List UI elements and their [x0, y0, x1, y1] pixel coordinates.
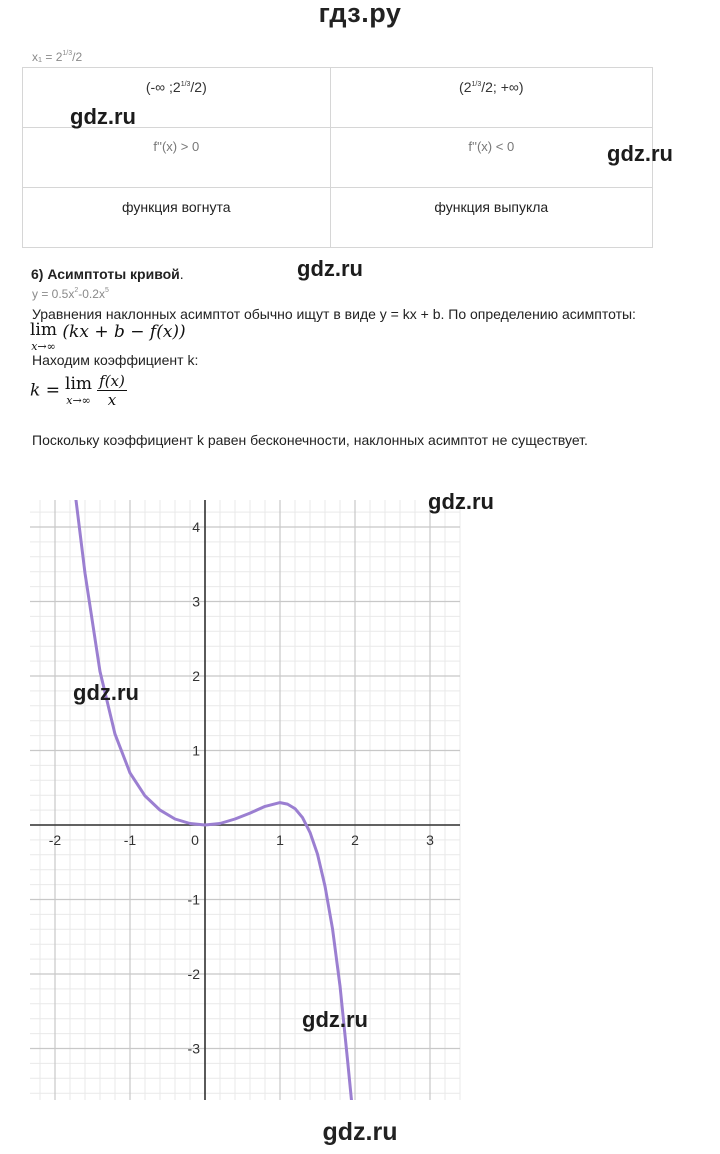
x-tick-label: -1: [123, 832, 137, 848]
x-tick-label: 2: [351, 832, 359, 848]
watermark: gdz.ru: [302, 1007, 368, 1032]
watermark: gdz.ru: [73, 680, 139, 705]
conclusion-right: функция выпукла: [330, 188, 652, 248]
x-tick-label: 1: [276, 832, 284, 848]
grid-minor: [30, 500, 460, 1100]
root-value: $x_1 = 2^{1/3}/2$: [32, 50, 83, 64]
convexity-table: [22, 67, 653, 248]
x-tick-label: 0: [191, 832, 199, 848]
y-tick-label: 1: [192, 742, 200, 759]
y-tick-label: -2: [187, 966, 200, 982]
axes: [30, 500, 460, 1100]
k-formula: k = lim x→∞ $\frac{f(x)}{x}$: [30, 372, 125, 409]
watermark: gdz.ru: [297, 256, 363, 281]
section-heading: 6) Асимптоты кривой.: [31, 266, 184, 282]
y-tick-label: -3: [187, 1040, 200, 1057]
site-footer: gdz.ru: [322, 1118, 398, 1146]
y-tick-label: -1: [187, 891, 200, 908]
limit-formula: lim x→∞ (kx + b − f(x)): [30, 320, 186, 353]
function-formula: $y = 0.5x^2-0.2x^5$: [32, 287, 109, 301]
table-row: [23, 188, 653, 248]
x-tick-label: 3: [426, 832, 434, 848]
watermark: gdz.ru: [428, 489, 494, 514]
conclusion-text: Поскольку коэффициент k равен бесконечности, наклонных асимптот не существует.: [32, 432, 588, 448]
asymptote-definition-text: Уравнения наклонных асимптот обычно ищут в виде y = kx + b. По определению асимптоты:: [32, 306, 636, 322]
table-row: [23, 128, 653, 188]
site-title: гдз.ру: [318, 0, 402, 28]
grid-major: [30, 500, 460, 1100]
y-tick-label: 3: [192, 593, 200, 610]
sign-left: f''(x) > 0: [23, 128, 331, 188]
tick-labels: [49, 519, 434, 1057]
interval-left: (-∞ $;2^{1/3}/2$): [23, 68, 331, 128]
interval-right: ($2^{1/3}/2$; +∞): [330, 68, 652, 128]
find-k-text: Находим коэффициент k:: [32, 352, 199, 368]
x-tick-label: -2: [48, 832, 62, 848]
y-tick-label: 4: [192, 519, 200, 535]
sign-right: f''(x) < 0: [330, 128, 652, 188]
watermark: gdz.ru: [70, 104, 136, 129]
y-tick-label: 2: [192, 668, 200, 684]
conclusion-left: функция вогнута: [23, 188, 331, 248]
watermark: gdz.ru: [607, 141, 673, 166]
